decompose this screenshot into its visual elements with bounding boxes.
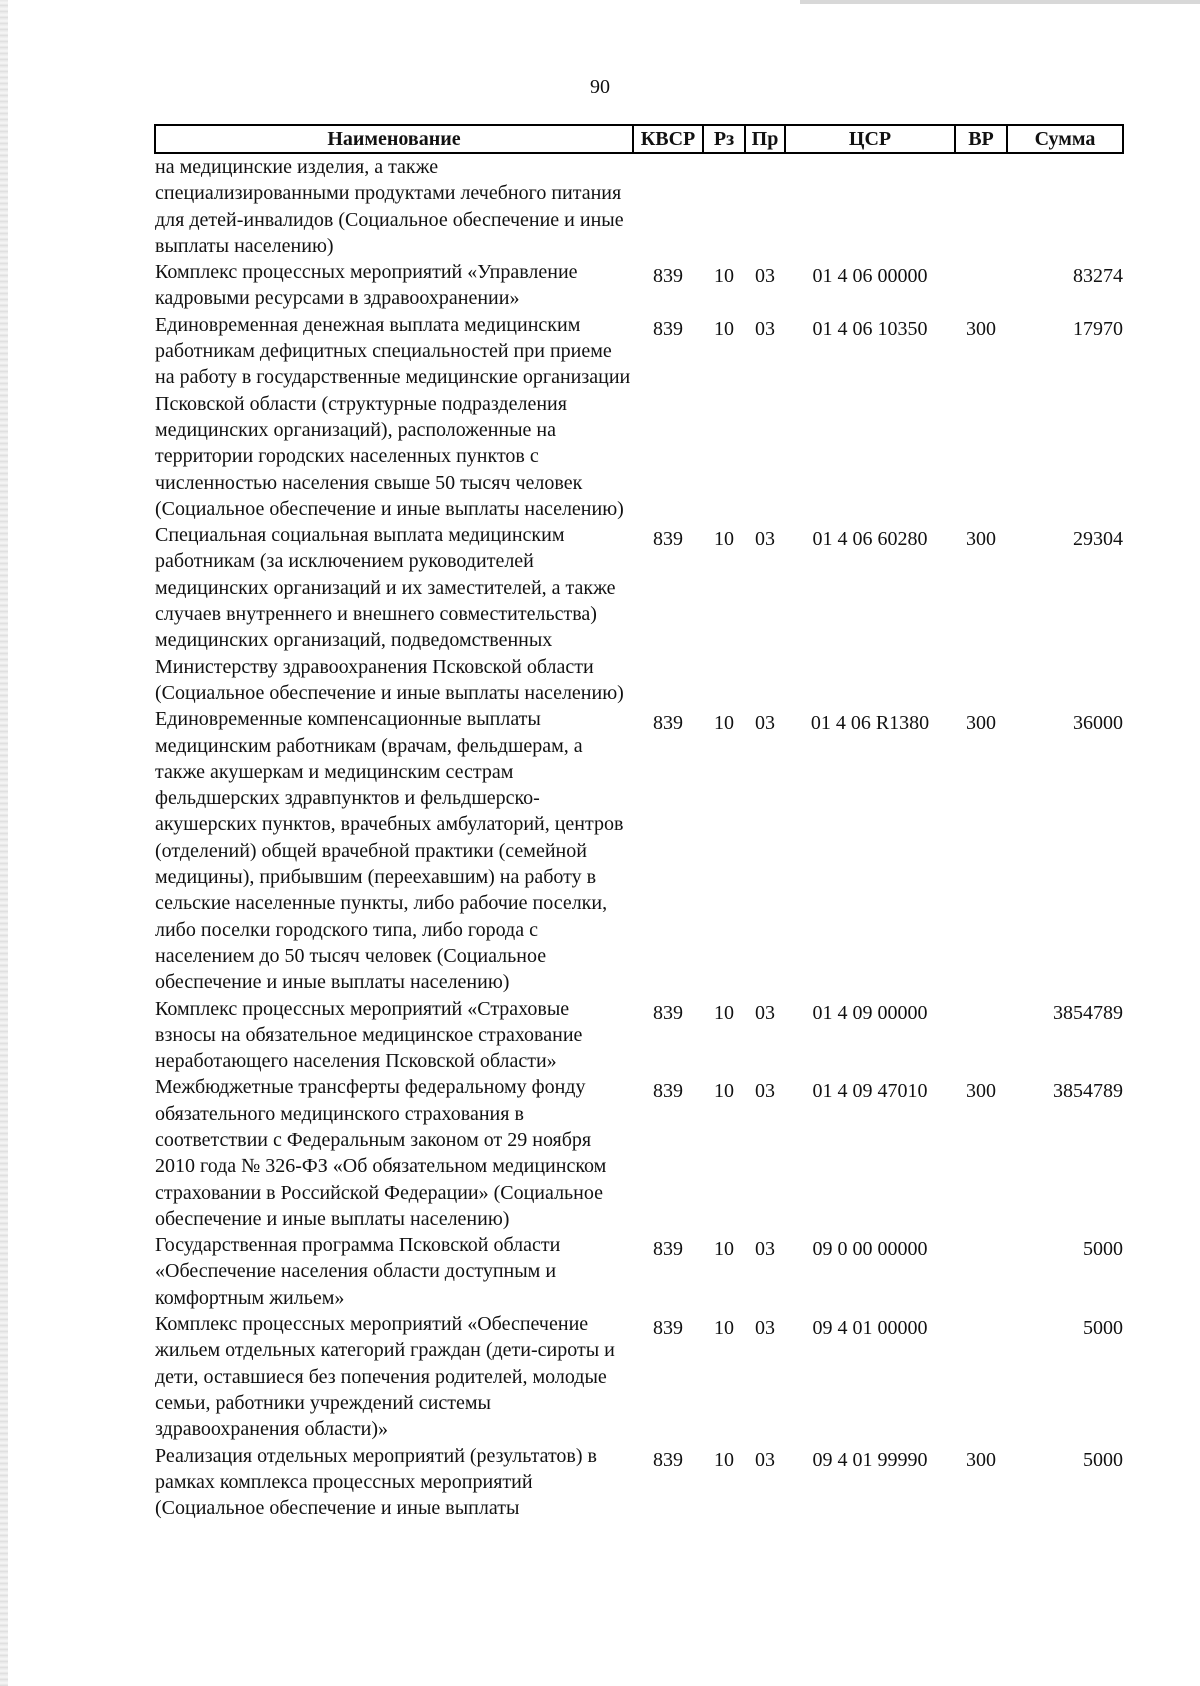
col-header-sum: Сумма	[1007, 125, 1123, 153]
cell-name: Комплекс процессных мероприятий «Страховые взносы на обязательное медицинское страхование неработающего населения Псковской области»	[155, 997, 583, 1073]
cell-sum: 17970	[1073, 317, 1123, 340]
cell-pr: 03	[755, 265, 775, 288]
cell-csr: 01 4 09 00000	[812, 1001, 928, 1024]
cell-csr: 01 4 06 00000	[812, 265, 928, 288]
budget-table	[154, 124, 1124, 1521]
cell-rz: 10	[714, 1238, 734, 1261]
col-header-kvsr: КВСР	[633, 125, 703, 153]
cell-pr: 03	[755, 1448, 775, 1471]
cell-rz: 10	[714, 1001, 734, 1024]
cell-sum	[1007, 153, 1123, 259]
col-header-rz: Рз	[703, 125, 745, 153]
cell-name: Межбюджетные трансферты федеральному фонду обязательного медицинского страхования в соответствии с Федеральным законом от 29 ноября 2010 года № 326-ФЗ «Об обязательном медицинском страховании в Российской Федерации» (Социальное обеспечение и иные выплаты населению)	[155, 1076, 607, 1230]
cell-kvsr: 839	[653, 265, 683, 288]
cell-sum: 5000	[1083, 1238, 1123, 1261]
table-row	[155, 706, 1123, 995]
cell-rz	[703, 153, 745, 259]
cell-vr: 300	[966, 1080, 996, 1103]
col-header-name: Наименование	[155, 125, 633, 153]
table-header-row	[155, 125, 1123, 153]
table-row	[155, 522, 1123, 706]
cell-sum: 83274	[1073, 265, 1123, 288]
cell-kvsr: 839	[653, 528, 683, 551]
cell-csr: 01 4 06 60280	[812, 528, 928, 551]
cell-kvsr: 839	[653, 1080, 683, 1103]
cell-vr: 300	[966, 528, 996, 551]
cell-pr: 03	[755, 1080, 775, 1103]
cell-kvsr: 839	[653, 712, 683, 735]
cell-sum: 29304	[1073, 528, 1123, 551]
cell-name: Реализация отдельных мероприятий (результатов) в рамках комплекса процессных мероприятий (Социальное обеспечение и иные выплаты	[155, 1444, 597, 1520]
cell-name: на медицинские изделия, а также специализированными продуктами лечебного питания для детей-инвалидов (Социальное обеспечение и иные выплаты населению)	[155, 156, 624, 257]
cell-rz: 10	[714, 265, 734, 288]
col-header-pr: Пр	[745, 125, 785, 153]
cell-name: Специальная социальная выплата медицинским работникам (за исключением руководителей медицинских организаций и их заместителей, а также случаев внутреннего и внешнего совместительства) медицинских организаций, подведомственных Министерству здравоохранения Псковской области (Социальное обеспечение и иные выплаты населению)	[155, 524, 624, 704]
cell-sum: 36000	[1073, 712, 1123, 735]
cell-csr: 01 4 06 R1380	[810, 712, 930, 735]
cell-csr: 01 4 06 10350	[812, 317, 928, 340]
cell-rz: 10	[714, 1317, 734, 1340]
cell-vr	[955, 1311, 1007, 1442]
cell-rz: 10	[714, 528, 734, 551]
cell-kvsr: 839	[653, 1317, 683, 1340]
cell-name: Единовременные компенсационные выплаты медицинским работникам (врачам, фельдшерам, а также акушеркам и медицинским сестрам фельдшерских здравпунктов и фельдшерско-акушерских пунктов, врачебных амбулаторий, центров (отделений) общей врачебной практики (семейной медицины), прибывшим (переехавшим) на работу в сельские населенные пункты, либо рабочие поселки, либо поселки городского типа, либо города с населением до 50 тысяч человек (Социальное обеспечение и иные выплаты населению)	[155, 708, 624, 994]
cell-pr: 03	[755, 1001, 775, 1024]
table-row	[155, 1074, 1123, 1232]
cell-kvsr: 839	[653, 1001, 683, 1024]
cell-name: Комплекс процессных мероприятий «Обеспечение жильем отдельных категорий граждан (дети-сироты и дети, оставшиеся без попечения родителей, молодые семьи, работники учреждений системы здравоохранения области)»	[155, 1313, 615, 1441]
col-header-csr: ЦСР	[785, 125, 955, 153]
table-row	[155, 1311, 1123, 1442]
cell-vr	[955, 259, 1007, 312]
cell-rz: 10	[714, 712, 734, 735]
table-row	[155, 1443, 1123, 1522]
col-header-vr: ВР	[955, 125, 1007, 153]
cell-vr	[955, 1232, 1007, 1311]
scan-top-edge	[800, 0, 1200, 4]
cell-vr: 300	[966, 712, 996, 735]
cell-pr: 03	[755, 712, 775, 735]
cell-vr	[955, 153, 1007, 259]
table-row	[155, 996, 1123, 1075]
cell-kvsr	[633, 153, 703, 259]
cell-vr: 300	[966, 1448, 996, 1471]
cell-pr: 03	[755, 317, 775, 340]
cell-rz: 10	[714, 1448, 734, 1471]
cell-csr: 09 4 01 99990	[812, 1448, 928, 1471]
table-row	[155, 1232, 1123, 1311]
cell-vr	[955, 996, 1007, 1075]
cell-vr: 300	[966, 317, 996, 340]
cell-rz: 10	[714, 317, 734, 340]
cell-csr: 09 0 00 00000	[812, 1238, 928, 1261]
cell-name: Единовременная денежная выплата медицинским работникам дефицитных специальностей при приеме на работу в государственные медицинские организации Псковской области (структурные подразделения медицинских организаций), расположенные на территории городских населенных пунктов с численностью населения свыше 50 тысяч человек (Социальное обеспечение и иные выплаты населению)	[155, 313, 631, 520]
cell-kvsr: 839	[653, 1448, 683, 1471]
cell-sum: 5000	[1083, 1317, 1123, 1340]
table-body	[155, 153, 1123, 1521]
cell-pr: 03	[755, 1317, 775, 1340]
cell-kvsr: 839	[653, 317, 683, 340]
scan-left-edge	[0, 0, 8, 1686]
cell-sum: 3854789	[1053, 1080, 1123, 1103]
cell-name: Комплекс процессных мероприятий «Управление кадровыми ресурсами в здравоохранении»	[155, 261, 578, 310]
cell-kvsr: 839	[653, 1238, 683, 1261]
table-row	[155, 153, 1123, 259]
table-row	[155, 259, 1123, 312]
cell-csr: 01 4 09 47010	[812, 1080, 928, 1103]
cell-csr	[785, 153, 955, 259]
cell-sum: 3854789	[1053, 1001, 1123, 1024]
cell-sum: 5000	[1083, 1448, 1123, 1471]
table-row	[155, 312, 1123, 522]
page-number: 90	[590, 76, 610, 98]
cell-rz: 10	[714, 1080, 734, 1103]
cell-pr: 03	[755, 528, 775, 551]
cell-pr: 03	[755, 1238, 775, 1261]
cell-csr: 09 4 01 00000	[812, 1317, 928, 1340]
cell-name: Государственная программа Псковской области «Обеспечение населения области доступным и комфортным жильем»	[155, 1234, 561, 1309]
cell-pr	[745, 153, 785, 259]
